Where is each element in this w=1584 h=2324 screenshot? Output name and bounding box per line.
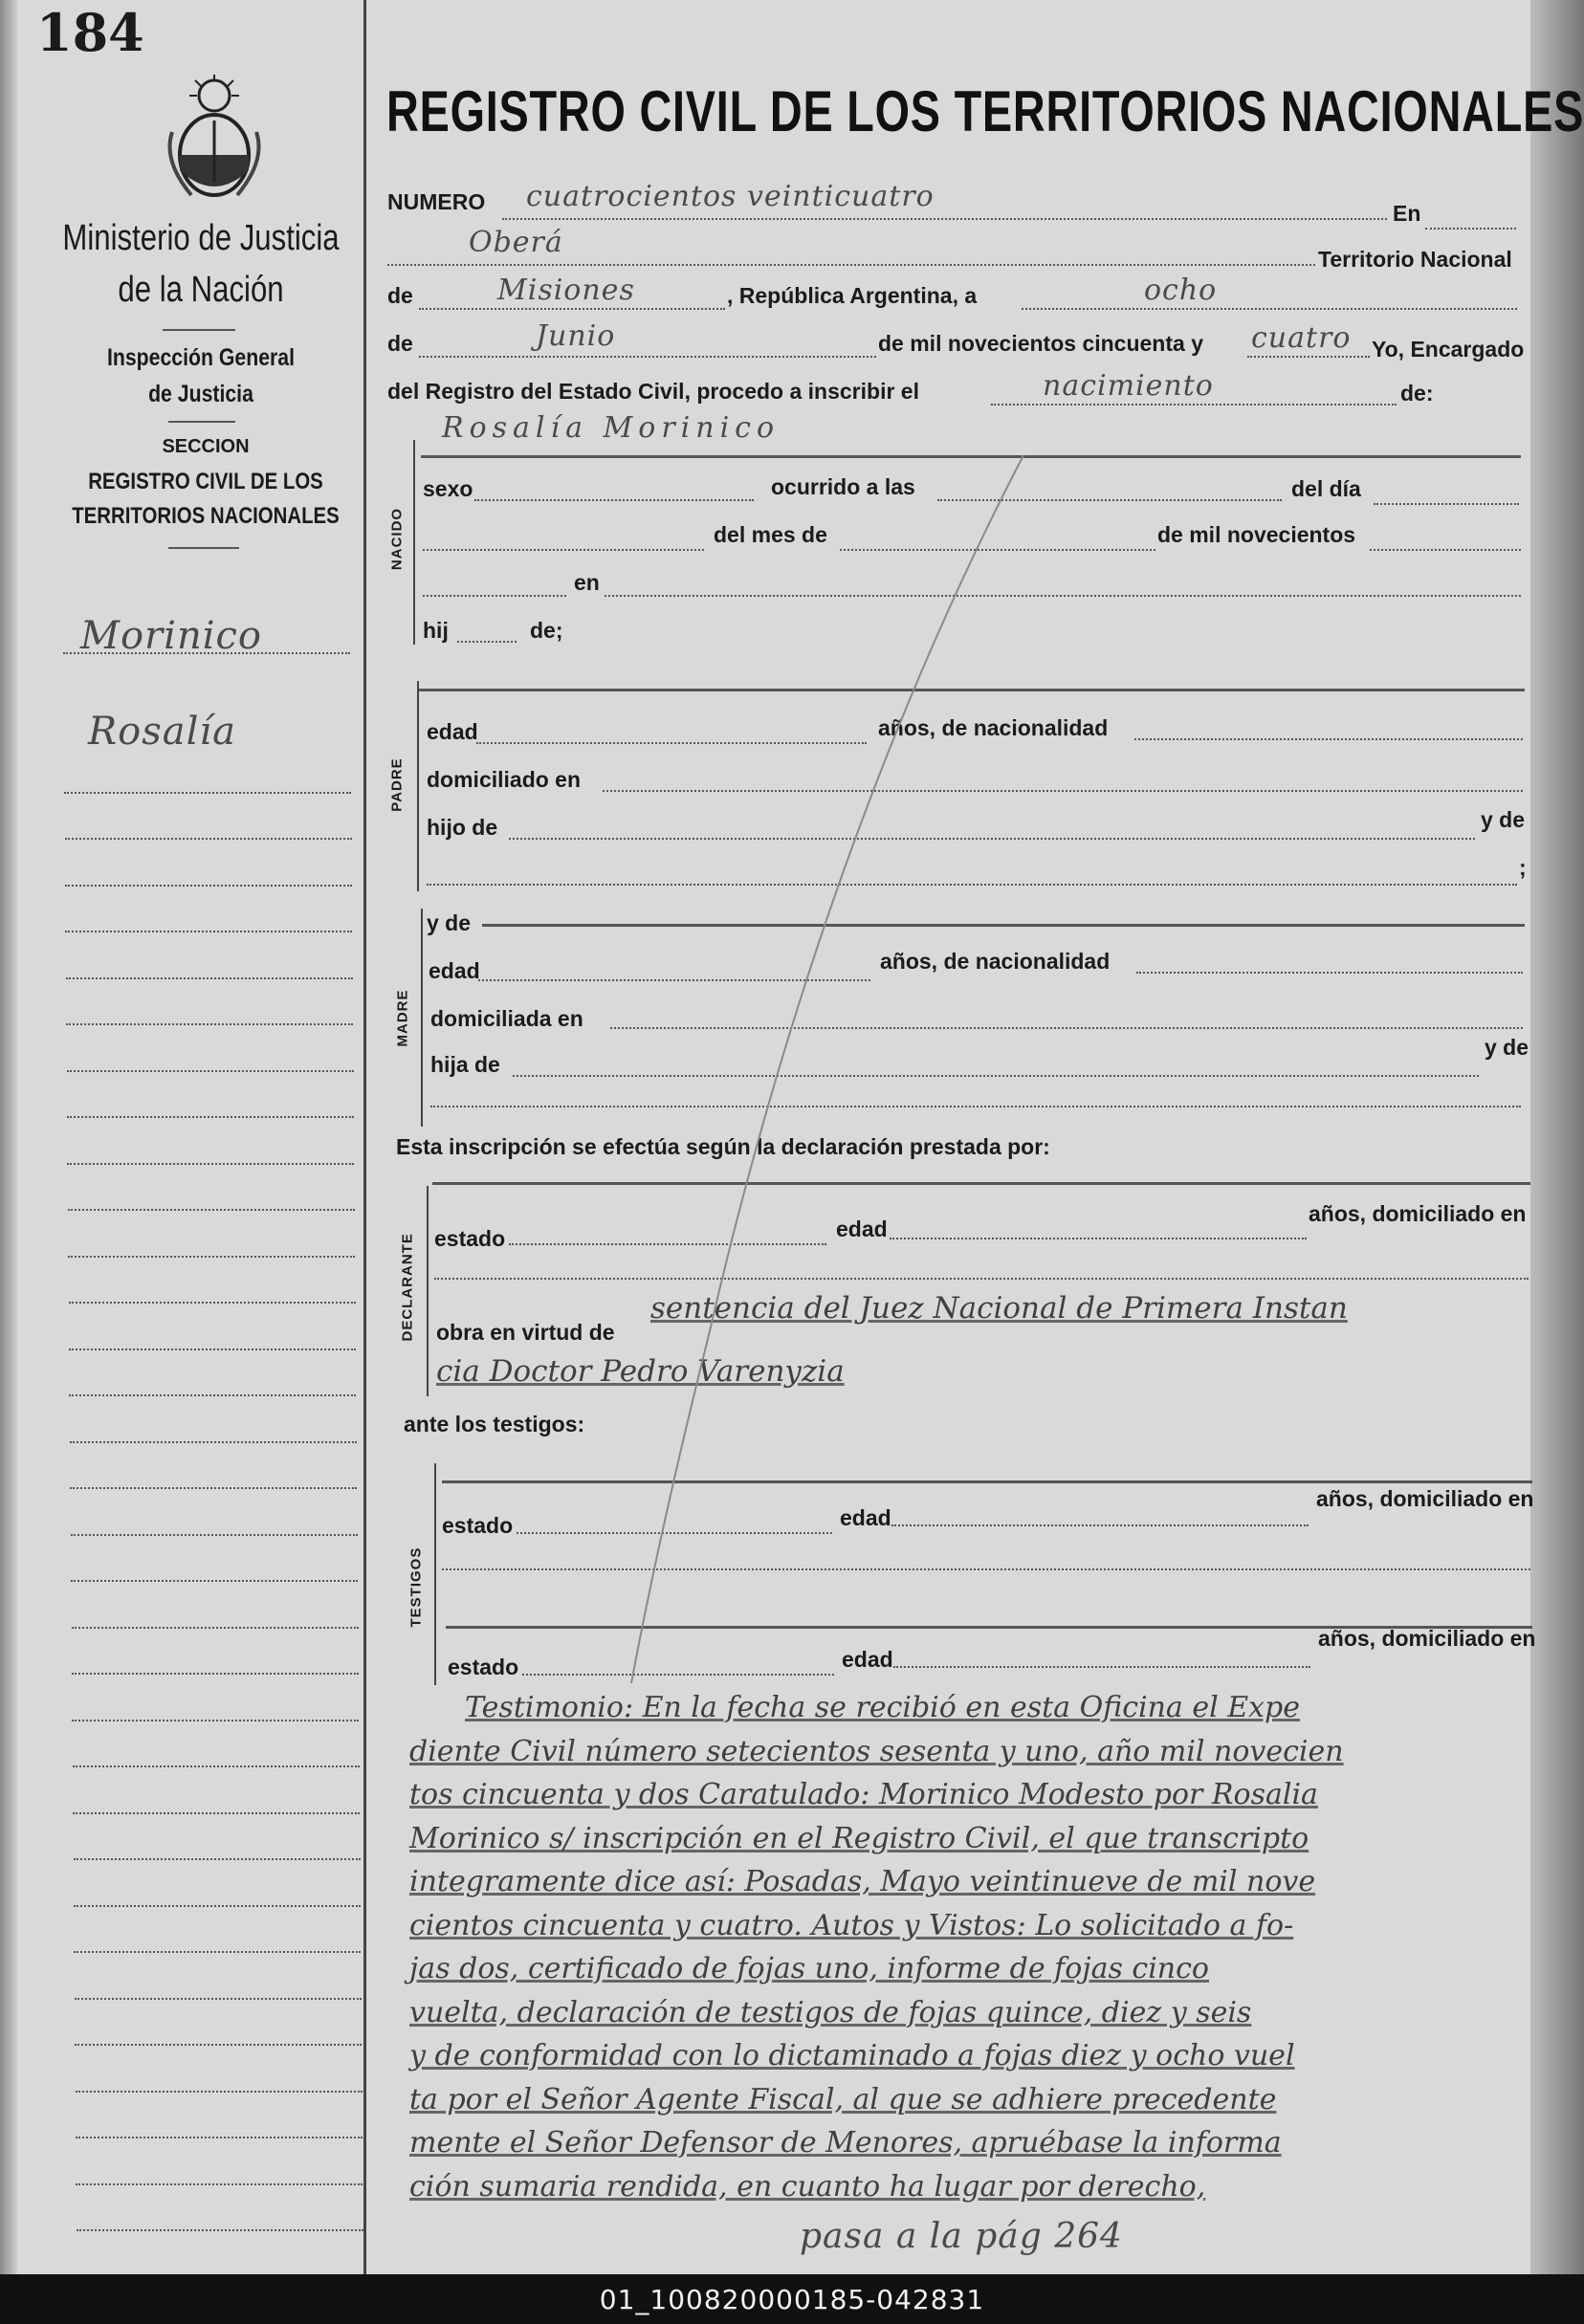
testigo1-estado-label: estado [442, 1513, 514, 1538]
testimonio-line: Testimonio: En la fecha se recibió en esta Oficina el Expe [465, 1691, 1301, 1724]
territorio-label: Territorio Nacional [1318, 247, 1512, 272]
continuation-note: pasa a la pág 264 [800, 2217, 1123, 2256]
testimonio-line: cientos cincuenta y cuatro. Autos y Vistos: Lo solicitado a fo- [409, 1908, 1294, 1942]
padre-side-label: PADRE [388, 757, 406, 812]
madre-side-label: MADRE [394, 989, 411, 1047]
registry-line-1: REGISTRO CIVIL DE LOS [88, 469, 323, 494]
inspection-line-1: Inspección General [106, 344, 296, 371]
madre-yde-top-label: y de [427, 910, 472, 935]
del-mes-label: del mes de [714, 522, 827, 547]
de-colon-label: de: [1400, 381, 1434, 406]
ministry-line-2: de la Nación [118, 270, 284, 310]
locality-value: Oberá [469, 226, 563, 259]
hij-de-label: de; [530, 618, 563, 643]
declarante-intro: Esta inscripción se efectúa según la declaración prestada por: [396, 1134, 1050, 1159]
obra-label: obra en virtud de [436, 1320, 615, 1345]
madre-edad-label: edad [429, 958, 480, 983]
testimonio-line: ción sumaria rendida, en cuanto ha lugar por derecho, [409, 2169, 1206, 2203]
padre-edad-label: edad [427, 719, 478, 744]
madre-domiciliada-label: domiciliada en [430, 1006, 583, 1031]
declarante-anos-label: años, domiciliado en [1309, 1201, 1527, 1226]
numero-label: NUMERO [387, 189, 486, 214]
file-id: 01_100820000185-042831 [599, 2283, 985, 2315]
yo-label: Yo, Encargado [1372, 337, 1525, 362]
padre-domiciliado-label: domiciliado en [427, 767, 582, 792]
de-label-1: de [387, 283, 413, 308]
de-label-2: de [387, 331, 413, 356]
day-value: ocho [1144, 274, 1218, 307]
file-id-bar [0, 2274, 1584, 2324]
testigo2-edad-label: edad [842, 1647, 893, 1672]
testimonio-line: diente Civil número setecientos sesenta y uno, año mil novecien [409, 1734, 1344, 1768]
testimonio-line: ta por el Señor Agente Fiscal, al que se adhiere precedente [409, 2082, 1277, 2116]
testigos-intro: ante los testigos: [404, 1412, 585, 1436]
document-title: REGISTRO CIVIL DE LOS TERRITORIOS NACIONALES [386, 79, 1584, 143]
year-prefix-label: de mil novecientos cincuenta y [878, 331, 1203, 356]
madre-hija-label: hija de [430, 1052, 500, 1077]
section-label: SECCION [162, 436, 250, 457]
hij-label: hij [423, 618, 449, 643]
en-label: En [1393, 201, 1421, 226]
month-value: Junio [536, 319, 616, 353]
testigo2-anos-label: años, domiciliado en [1318, 1626, 1536, 1651]
mil-label: de mil novecientos [1157, 522, 1356, 547]
padre-yde-label: y de [1481, 807, 1526, 832]
sexo-label: sexo [423, 476, 473, 501]
testimonio-line: integramente dice así: Posadas, Mayo veintinueve de mil nove [409, 1865, 1316, 1898]
territory-value: Misiones [497, 274, 635, 307]
padre-semicolon: ; [1519, 855, 1527, 880]
registered-name: Rosalía Morinico [442, 411, 781, 445]
declarante-edad-label: edad [836, 1217, 888, 1241]
del-dia-label: del día [1291, 476, 1361, 501]
sidebar-surname: Morinico [80, 614, 262, 658]
declarante-side-label: DECLARANTE [399, 1233, 416, 1342]
nacido-side-label: NACIDO [388, 507, 406, 571]
testimonio-line: y de conformidad con lo dictaminado a fojas diez y ocho vuel [409, 2039, 1295, 2072]
obra-value-line-1: sentencia del Juez Nacional de Primera Instan [650, 1291, 1348, 1326]
en-nacido-label: en [574, 570, 600, 595]
testigo1-anos-label: años, domiciliado en [1316, 1486, 1534, 1511]
madre-anos-label: años, de nacionalidad [880, 949, 1111, 974]
testigo2-estado-label: estado [448, 1655, 519, 1679]
testimonio-line: tos cincuenta y dos Caratulado: Morinico Modesto por Rosalia [409, 1778, 1318, 1811]
republica-label: , República Argentina, a [727, 283, 978, 308]
obra-value-line-2: cia Doctor Pedro Varenyzia [436, 1354, 845, 1389]
inspection-line-2: de Justicia [148, 381, 253, 407]
numero-value: cuatrocientos veinticuatro [526, 180, 935, 213]
act-value: nacimiento [1043, 369, 1214, 403]
ocurrido-label: ocurrido a las [771, 474, 915, 499]
declarante-estado-label: estado [434, 1226, 506, 1251]
registry-line-2: TERRITORIOS NACIONALES [72, 503, 340, 529]
ministry-line-1: Ministerio de Justicia [62, 218, 340, 258]
page-number: 184 [36, 2, 144, 63]
testimonio-line: Morinico s/ inscripción en el Registro Civil, el que transcripto [409, 1821, 1309, 1855]
padre-anos-label: años, de nacionalidad [878, 715, 1109, 740]
testimonio-line: vuelta, declaración de testigos de fojas quince, diez y seis [409, 1995, 1252, 2029]
registro-label: del Registro del Estado Civil, procedo a inscribir el [387, 379, 919, 404]
padre-hijo-label: hijo de [427, 815, 498, 840]
testimonio-line: mente el Señor Defensor de Menores, apruébase la informa [409, 2126, 1282, 2160]
year-value: cuatro [1251, 321, 1352, 355]
testigos-side-label: TESTIGOS [407, 1546, 425, 1628]
testigo1-edad-label: edad [840, 1505, 891, 1530]
testimonio-line: jas dos, certificado de fojas uno, informe de fojas cinco [409, 1952, 1209, 1985]
madre-yde-label: y de [1485, 1035, 1529, 1060]
sidebar-given-name: Rosalía [88, 710, 237, 754]
